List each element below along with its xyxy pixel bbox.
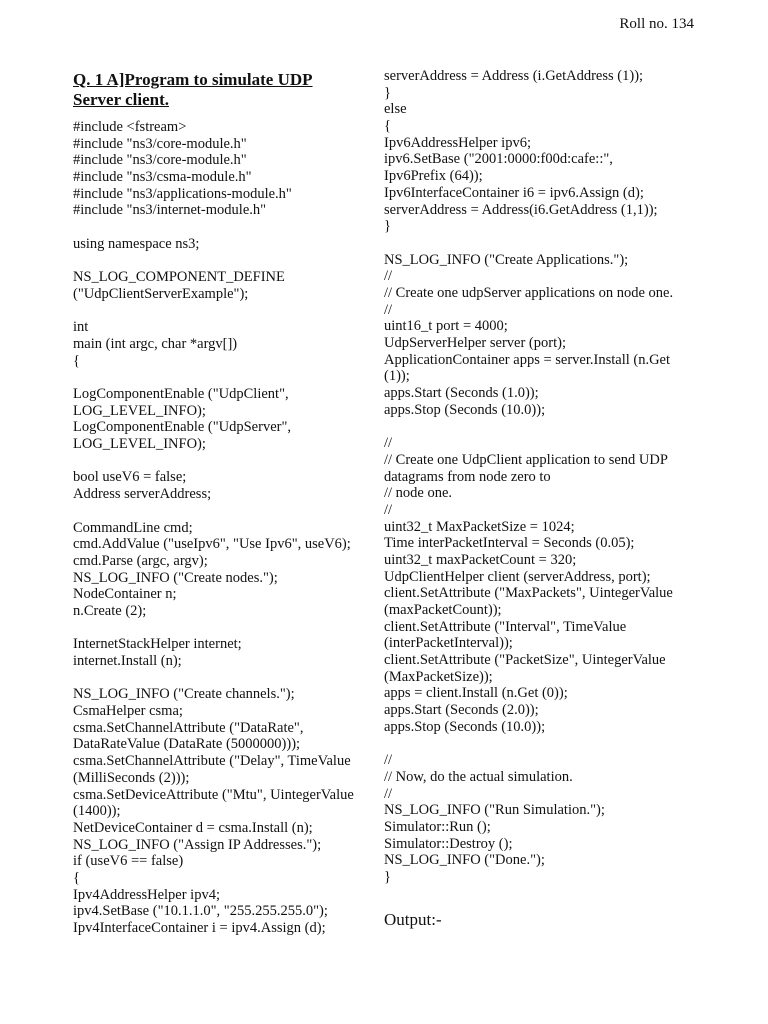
code-line: serverAddress = Address (i.GetAddress (1)); — [384, 68, 644, 84]
code-line — [73, 503, 378, 520]
code-line: UdpServerHelper server (port); — [384, 335, 566, 351]
code-line — [73, 369, 378, 386]
code-line: { — [384, 118, 391, 135]
code-line: cmd.AddValue ("useIpv6", "Use Ipv6", useV6); — [73, 536, 351, 553]
code-line: } — [384, 218, 391, 235]
code-line: Ipv6AddressHelper ipv6; — [384, 134, 531, 151]
code-line: (1400)); — [73, 803, 121, 820]
code-line: LOG_LEVEL_INFO); — [73, 436, 206, 453]
code-line: cmd.Parse (argc, argv); — [73, 552, 208, 569]
code-line: ("UdpClientServerExample"); — [73, 285, 249, 302]
code-line: Simulator::Run (); — [384, 818, 491, 835]
code-line: else — [384, 101, 407, 118]
code-line: ipv6.SetBase ("2001:0000:f00d:cafe::", — [384, 151, 613, 168]
left-code-column — [73, 119, 378, 937]
right-code-column — [384, 68, 714, 886]
code-line — [384, 235, 714, 252]
code-line: Ipv6Prefix (64)); — [384, 168, 483, 185]
code-line: internet.Install (n); — [73, 653, 182, 669]
code-line: // — [384, 435, 393, 452]
code-line: apps.Stop (Seconds (10.0)); — [384, 401, 546, 418]
code-line: // — [384, 785, 393, 802]
code-line: apps.Start (Seconds (2.0)); — [384, 702, 539, 719]
code-line: // Create one UdpClient application to send UDP — [384, 451, 668, 468]
code-line: Simulator::Destroy (); — [384, 835, 513, 852]
code-line: } — [384, 869, 391, 885]
code-line: // node one. — [384, 485, 453, 502]
code-line: apps = client.Install (n.Get (0)); — [384, 685, 568, 702]
code-line: serverAddress = Address(i6.GetAddress (1,1)); — [384, 201, 658, 218]
code-line: apps.Stop (Seconds (10.0)); — [384, 718, 546, 735]
code-line: { — [73, 869, 80, 886]
code-line: Time interPacketInterval = Seconds (0.05); — [384, 535, 635, 552]
code-line: int — [73, 319, 89, 336]
code-line: (interPacketInterval)); — [384, 635, 513, 652]
code-line: LogComponentEnable ("UdpServer", — [73, 419, 292, 436]
code-line: // Now, do the actual simulation. — [384, 768, 573, 785]
code-line: #include "ns3/core-module.h" — [73, 135, 247, 152]
code-line: uint32_t MaxPacketSize = 1024; — [384, 518, 575, 535]
code-line: (1)); — [384, 368, 410, 385]
code-line — [73, 453, 378, 470]
code-line: // — [384, 501, 393, 518]
code-line — [73, 253, 378, 270]
roll-number: Roll no. 134 — [619, 16, 694, 32]
code-line: #include "ns3/applications-module.h" — [73, 185, 292, 202]
code-line: csma.SetChannelAttribute ("Delay", TimeValue — [73, 753, 351, 770]
code-line: uint32_t maxPacketCount = 320; — [384, 551, 577, 568]
code-line — [73, 219, 378, 236]
code-line: CommandLine cmd; — [73, 519, 193, 536]
heading-line-1: Q. 1 A]Program to simulate UDP — [73, 70, 313, 89]
code-line: #include "ns3/csma-module.h" — [73, 169, 252, 186]
code-line: client.SetAttribute ("Interval", TimeValue — [384, 618, 627, 635]
heading-line-2: Server client. — [73, 90, 169, 109]
code-line: { — [73, 352, 80, 369]
code-line: } — [384, 84, 391, 101]
code-line: Address serverAddress; — [73, 486, 212, 503]
code-line: UdpClientHelper client (serverAddress, port); — [384, 568, 651, 585]
code-line: (MilliSeconds (2))); — [73, 769, 190, 786]
code-line: NS_LOG_INFO ("Assign IP Addresses."); — [73, 836, 322, 853]
code-line: NS_LOG_INFO ("Create Applications."); — [384, 251, 629, 268]
code-line: LOG_LEVEL_INFO); — [73, 402, 206, 419]
code-line: // — [384, 301, 393, 318]
code-line: CsmaHelper csma; — [73, 703, 183, 720]
code-line: #include <fstream> — [73, 119, 187, 135]
code-line: csma.SetDeviceAttribute ("Mtu", UintegerValue — [73, 786, 354, 803]
code-line: using namespace ns3; — [73, 235, 200, 252]
code-line: #include "ns3/core-module.h" — [73, 152, 247, 169]
code-line: NetDeviceContainer d = csma.Install (n); — [73, 819, 313, 836]
code-line: client.SetAttribute ("PacketSize", UintegerValue — [384, 652, 666, 669]
code-line — [73, 303, 378, 320]
code-line: NS_LOG_INFO ("Create channels."); — [73, 686, 295, 703]
code-line: if (useV6 == false) — [73, 853, 184, 870]
code-line: LogComponentEnable ("UdpClient", — [73, 386, 289, 402]
code-line: client.SetAttribute ("MaxPackets", UintegerValue — [384, 585, 673, 602]
code-line: apps.Start (Seconds (1.0)); — [384, 385, 539, 402]
code-line — [73, 670, 378, 687]
code-line: DataRateValue (DataRate (5000000))); — [73, 736, 301, 753]
code-line: // — [384, 268, 393, 285]
code-line: csma.SetChannelAttribute ("DataRate", — [73, 719, 304, 736]
code-line: NS_LOG_INFO ("Done."); — [384, 852, 545, 869]
code-line: main (int argc, char *argv[]) — [73, 335, 238, 352]
code-line: Ipv4AddressHelper ipv4; — [73, 886, 220, 903]
question-heading — [73, 70, 363, 110]
output-label: Output:- — [384, 910, 442, 929]
code-line: ipv4.SetBase ("10.1.1.0", "255.255.255.0"); — [73, 903, 328, 920]
code-line: bool useV6 = false; — [73, 469, 187, 486]
code-line: (maxPacketCount)); — [384, 602, 502, 618]
code-line: uint16_t port = 4000; — [384, 318, 508, 335]
code-line: NS_LOG_INFO ("Create nodes."); — [73, 569, 278, 586]
code-line: // Create one udpServer applications on node one. — [384, 284, 674, 301]
code-line: ApplicationContainer apps = server.Install (n.Get — [384, 351, 671, 368]
code-line: n.Create (2); — [73, 602, 147, 619]
code-line: NodeContainer n; — [73, 586, 177, 603]
code-line: NS_LOG_COMPONENT_DEFINE — [73, 269, 285, 286]
code-line: NS_LOG_INFO ("Run Simulation."); — [384, 802, 605, 819]
code-line: Ipv6InterfaceContainer i6 = ipv6.Assign (d); — [384, 184, 644, 201]
code-line — [384, 736, 714, 753]
code-line: #include "ns3/internet-module.h" — [73, 202, 267, 219]
code-line: (MaxPacketSize)); — [384, 668, 493, 685]
code-line — [73, 620, 378, 637]
code-line: Ipv4InterfaceContainer i = ipv4.Assign (d); — [73, 920, 326, 936]
code-line — [384, 418, 714, 435]
code-line: // — [384, 752, 393, 769]
code-line: InternetStackHelper internet; — [73, 636, 242, 653]
code-line: datagrams from node zero to — [384, 468, 551, 485]
